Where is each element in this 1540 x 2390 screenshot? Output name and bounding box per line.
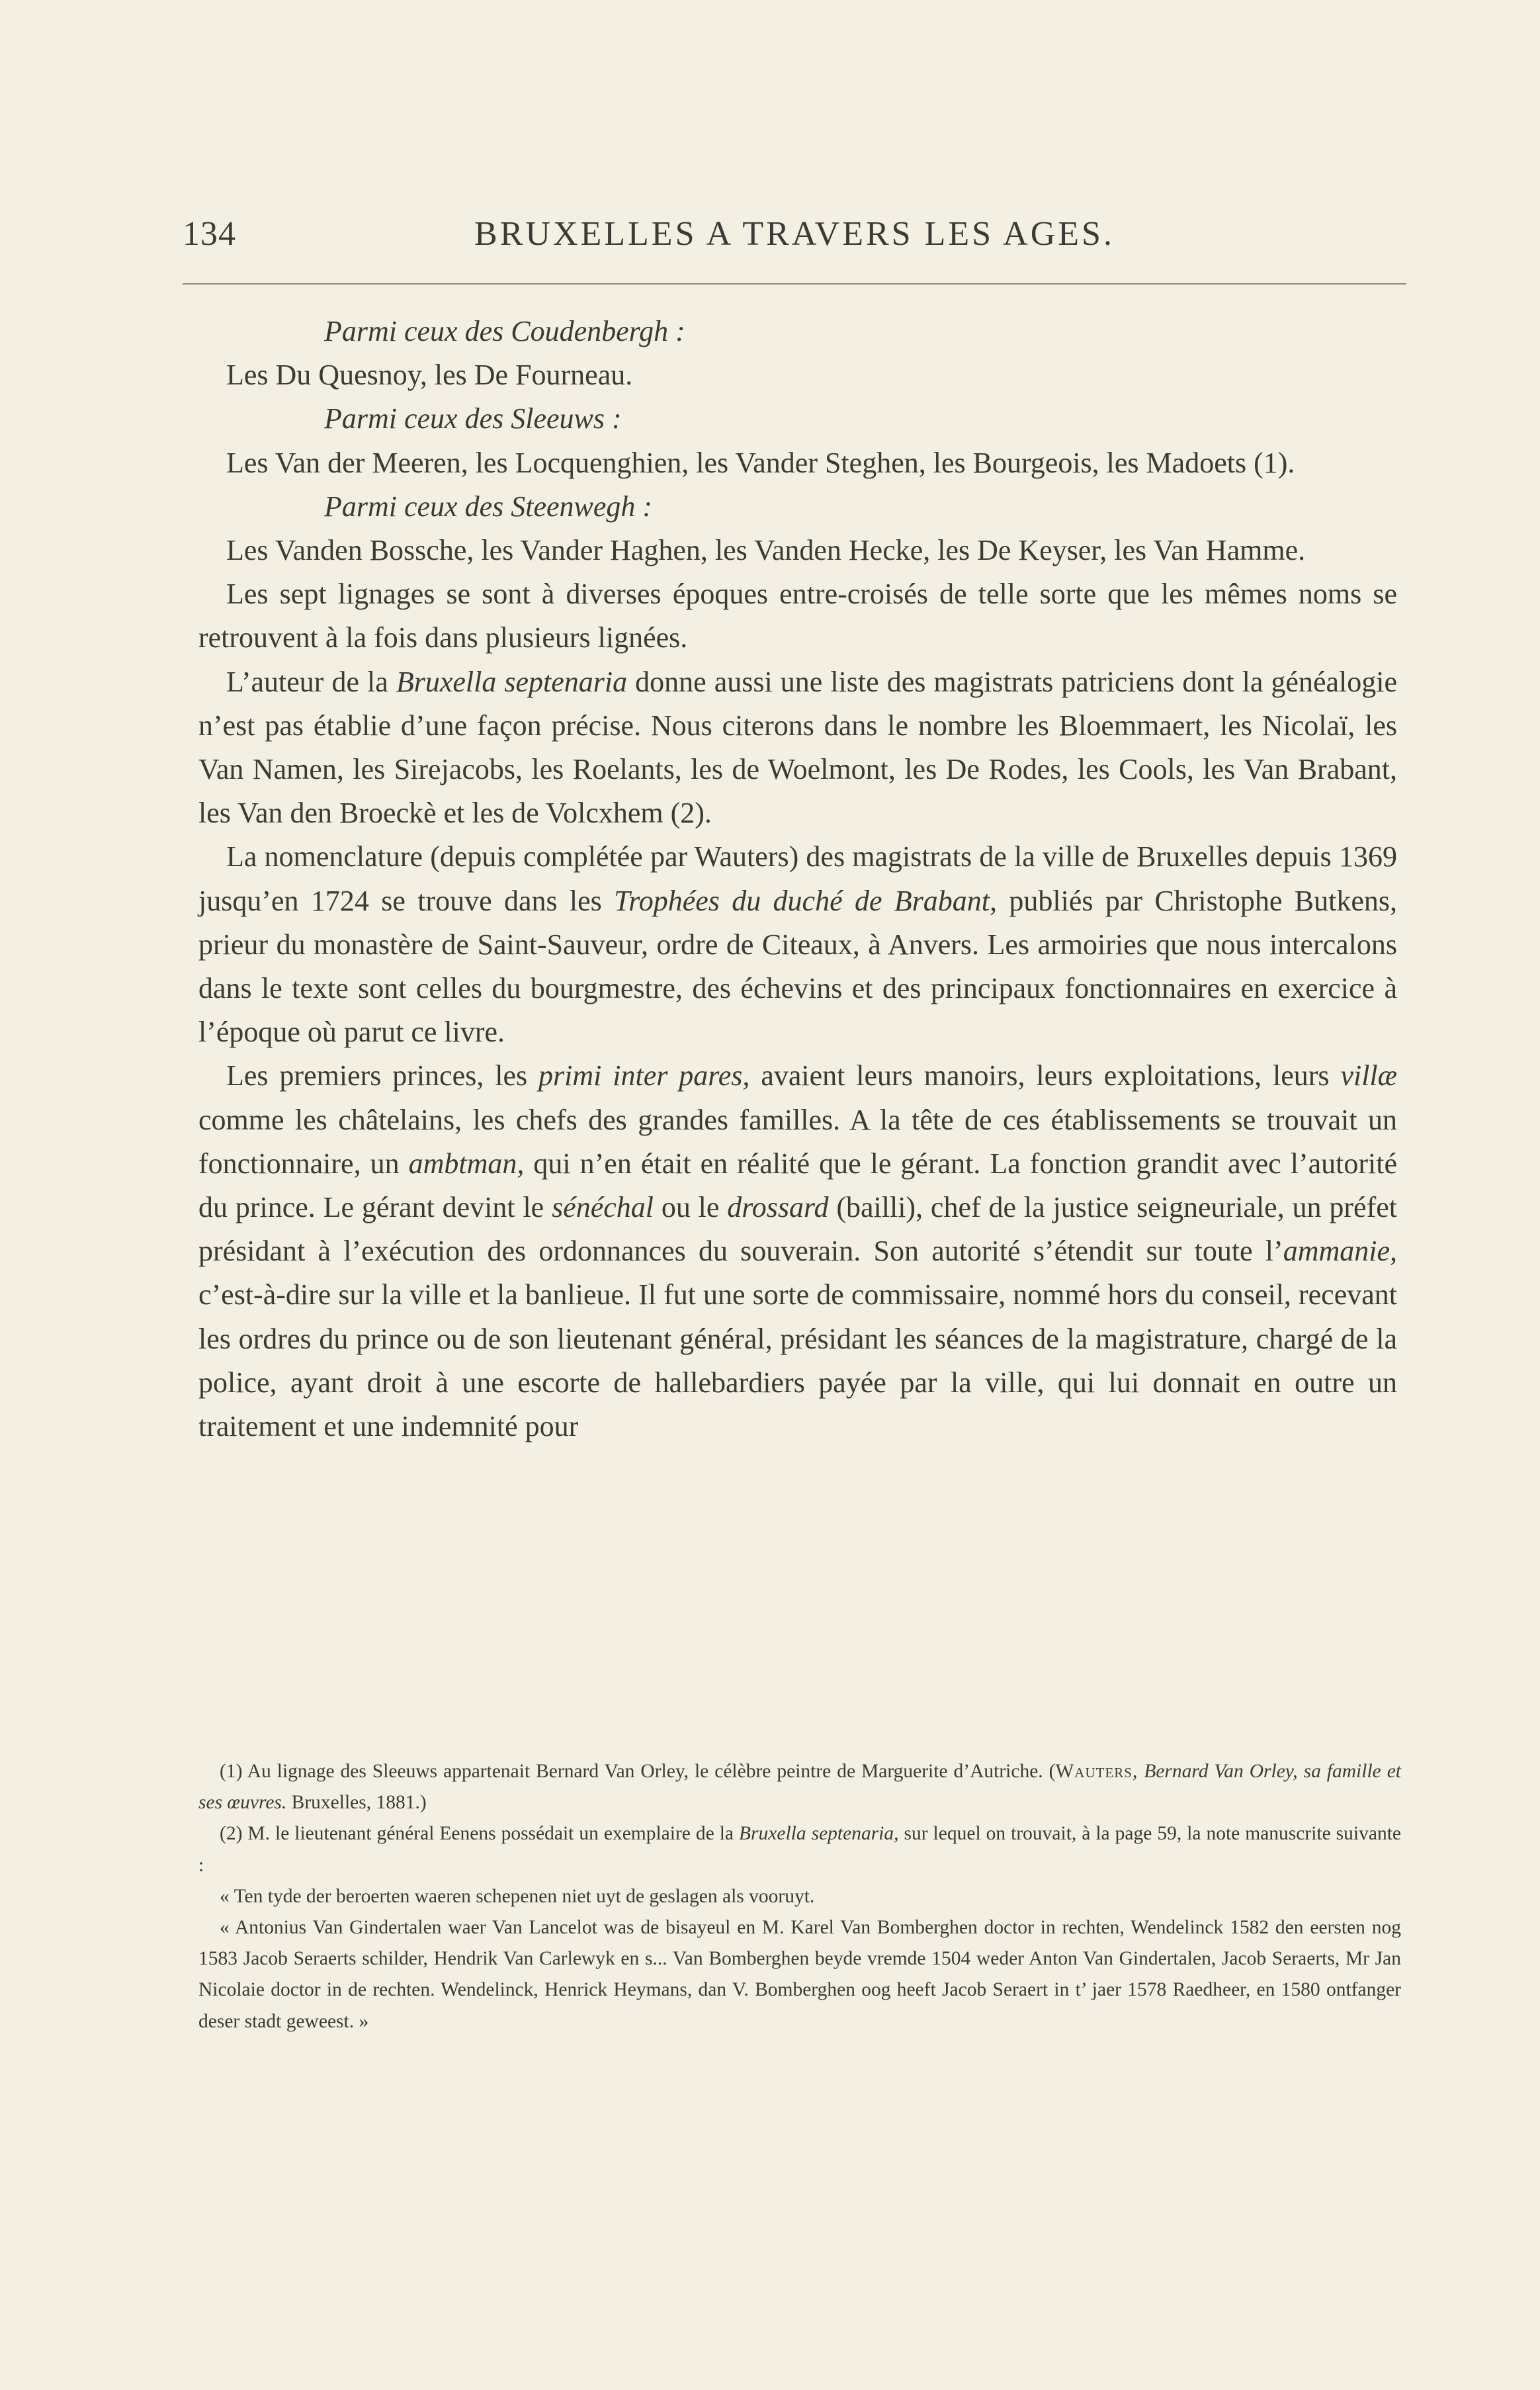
steenwegh-names: Les Vanden Bossche, les Vander Haghen, les Vanden Hecke, les De Keyser, les Van Hamme. <box>226 534 1306 567</box>
footnote-author: Wauters, <box>1055 1761 1138 1782</box>
text-run: comme les châtelains, les chefs des grandes familles. A la tête de ces établissements se trouvait un fonctionnaire, un <box>198 1103 1397 1180</box>
page-number: 134 <box>183 215 236 253</box>
text-run: Les premiers princes, les <box>226 1059 539 1092</box>
coudenbergh-names: Les Du Quesnoy, les De Fourneau. <box>226 359 633 392</box>
text-run: La nomenclature (depuis complétée par Wauters) des magistrats de la ville de Bruxelles depuis 1369 jusqu’en 1724 se trouve dans les <box>198 840 1397 917</box>
sleeuws-heading: Parmi ceux des Sleeuws : <box>324 402 622 435</box>
italic-term: primi inter pares, <box>538 1059 750 1092</box>
footnote-quote-1: « Ten tyde der beroerten waeren schepenen niet uyt de geslagen als vooruyt. <box>220 1885 815 1907</box>
coudenbergh-heading: Parmi ceux des Coudenbergh : <box>324 315 685 347</box>
text-run: L’auteur de la <box>226 665 396 698</box>
footnote-title: Bruxella septenaria, <box>739 1823 899 1845</box>
italic-term: drossard <box>727 1191 829 1224</box>
paragraph-auteur <box>198 660 1397 836</box>
book-title: Bruxella septenaria <box>396 665 628 698</box>
italic-term: sénéchal <box>552 1191 654 1224</box>
footnote-1 <box>198 1756 1401 1818</box>
text-run: Bruxelles, 1881.) <box>286 1792 427 1814</box>
italic-term: ammanie, <box>1283 1235 1397 1268</box>
footnote-title: Bernard Van Orley, sa famille et ses œuvres. <box>198 1761 1401 1814</box>
text-run: (bailli), chef de la justice seigneuriale, un préfet présidant à l’exécution des ordonnances du souverain. Son autorité s’étendit sur toute l’ <box>198 1191 1397 1268</box>
steenwegh-heading: Parmi ceux des Steenwegh : <box>324 490 653 523</box>
paragraph-lignages: Les sept lignages se sont à diverses époques entre-croisés de telle sorte que les mêmes noms se retrouvent à la fois dans plusieurs lignées. <box>198 578 1397 654</box>
page-header <box>183 214 1406 267</box>
footnote-quote-2: « Antonius Van Gindertalen waer Van Lancelot was de bisayeul en M. Karel Van Bomberghen doctor in rechten, Wendelinck 1582 den eersten nog 1583 Jacob Seraerts schilder, Hendrik Van Carlewyk en s... Van Bomberghen beyde vremde 1504 weder Anton Van Gindertalen, Jacob Seraerts, Mr Jan Nicolaie doctor in de rechten. Wendelinck, Henrick Heymans, dan V. Bomberghen oog heeft Jacob Seraert in t’ jaer 1578 Raedheer, en 1580 ontfanger deser stadt geweest. » <box>198 1917 1401 2032</box>
text-run: publiés par Christophe Butkens, prieur du monastère de Saint-Sauveur, ordre de Citeaux, à Anvers. Les armoiries que nous intercalons dans le texte sont celles du bourgmestre, des échevins et des principaux fonctionnaires en exercice à l’époque où parut ce livre. <box>198 884 1398 1049</box>
italic-term: ambtman, <box>408 1147 525 1180</box>
text-run: (1) Au lignage des Sleeuws appartenait Bernard Van Orley, le célèbre peintre de Marguerite d’Autriche. ( <box>220 1761 1056 1782</box>
text-run: qui n’en était en réalité que le gérant. La fonction grandit avec l’autorité du prince. Le gérant devint le <box>198 1147 1397 1224</box>
italic-term: villæ <box>1340 1059 1398 1092</box>
footnotes <box>198 1756 1401 2037</box>
running-title: BRUXELLES A TRAVERS LES AGES. <box>474 215 1115 253</box>
header-rule <box>183 283 1406 285</box>
paragraph-nomenclature <box>198 835 1397 1054</box>
sleeuws-names: Les Van der Meeren, les Locquenghien, les Vander Steghen, les Bourgeois, les Madoets (1). <box>226 446 1295 479</box>
text-run: ou le <box>654 1191 728 1224</box>
main-text <box>198 310 1397 1448</box>
text-run: donne aussi une liste des magistrats patriciens dont la généalogie n’est pas établie d’une façon précise. Nous citerons dans le nombre les Bloemmaert, les Nicolaï, les Van Namen, les Sirejacobs, les Roelants, les de Woelmont, les De Rodes, les Cools, les Van Brabant, les Van den Broeckè et les de Volcxhem (2). <box>198 665 1397 830</box>
paragraph-princes <box>198 1054 1397 1448</box>
book-title: Trophées du duché de Brabant, <box>614 884 998 917</box>
text-run: sur lequel on trouvait, à la page 59, la note manuscrite suivante : <box>198 1823 1401 1876</box>
footnote-2 <box>198 1818 1401 1881</box>
text-run: (2) M. le lieutenant général Eenens possédait un exemplaire de la <box>220 1823 740 1845</box>
text-run: c’est-à-dire sur la ville et la banlieue. Il fut une sorte de commissaire, nommé hors du conseil, recevant les ordres du prince ou de son lieutenant général, présidant les séances de la magistrature, chargé de la police, ayant droit à une escorte de hallebardiers payée par la ville, qui lui donnait en outre un traitement et une indemnité pour <box>198 1278 1397 1443</box>
text-run: avaient leurs manoirs, leurs exploitations, leurs <box>749 1059 1341 1092</box>
